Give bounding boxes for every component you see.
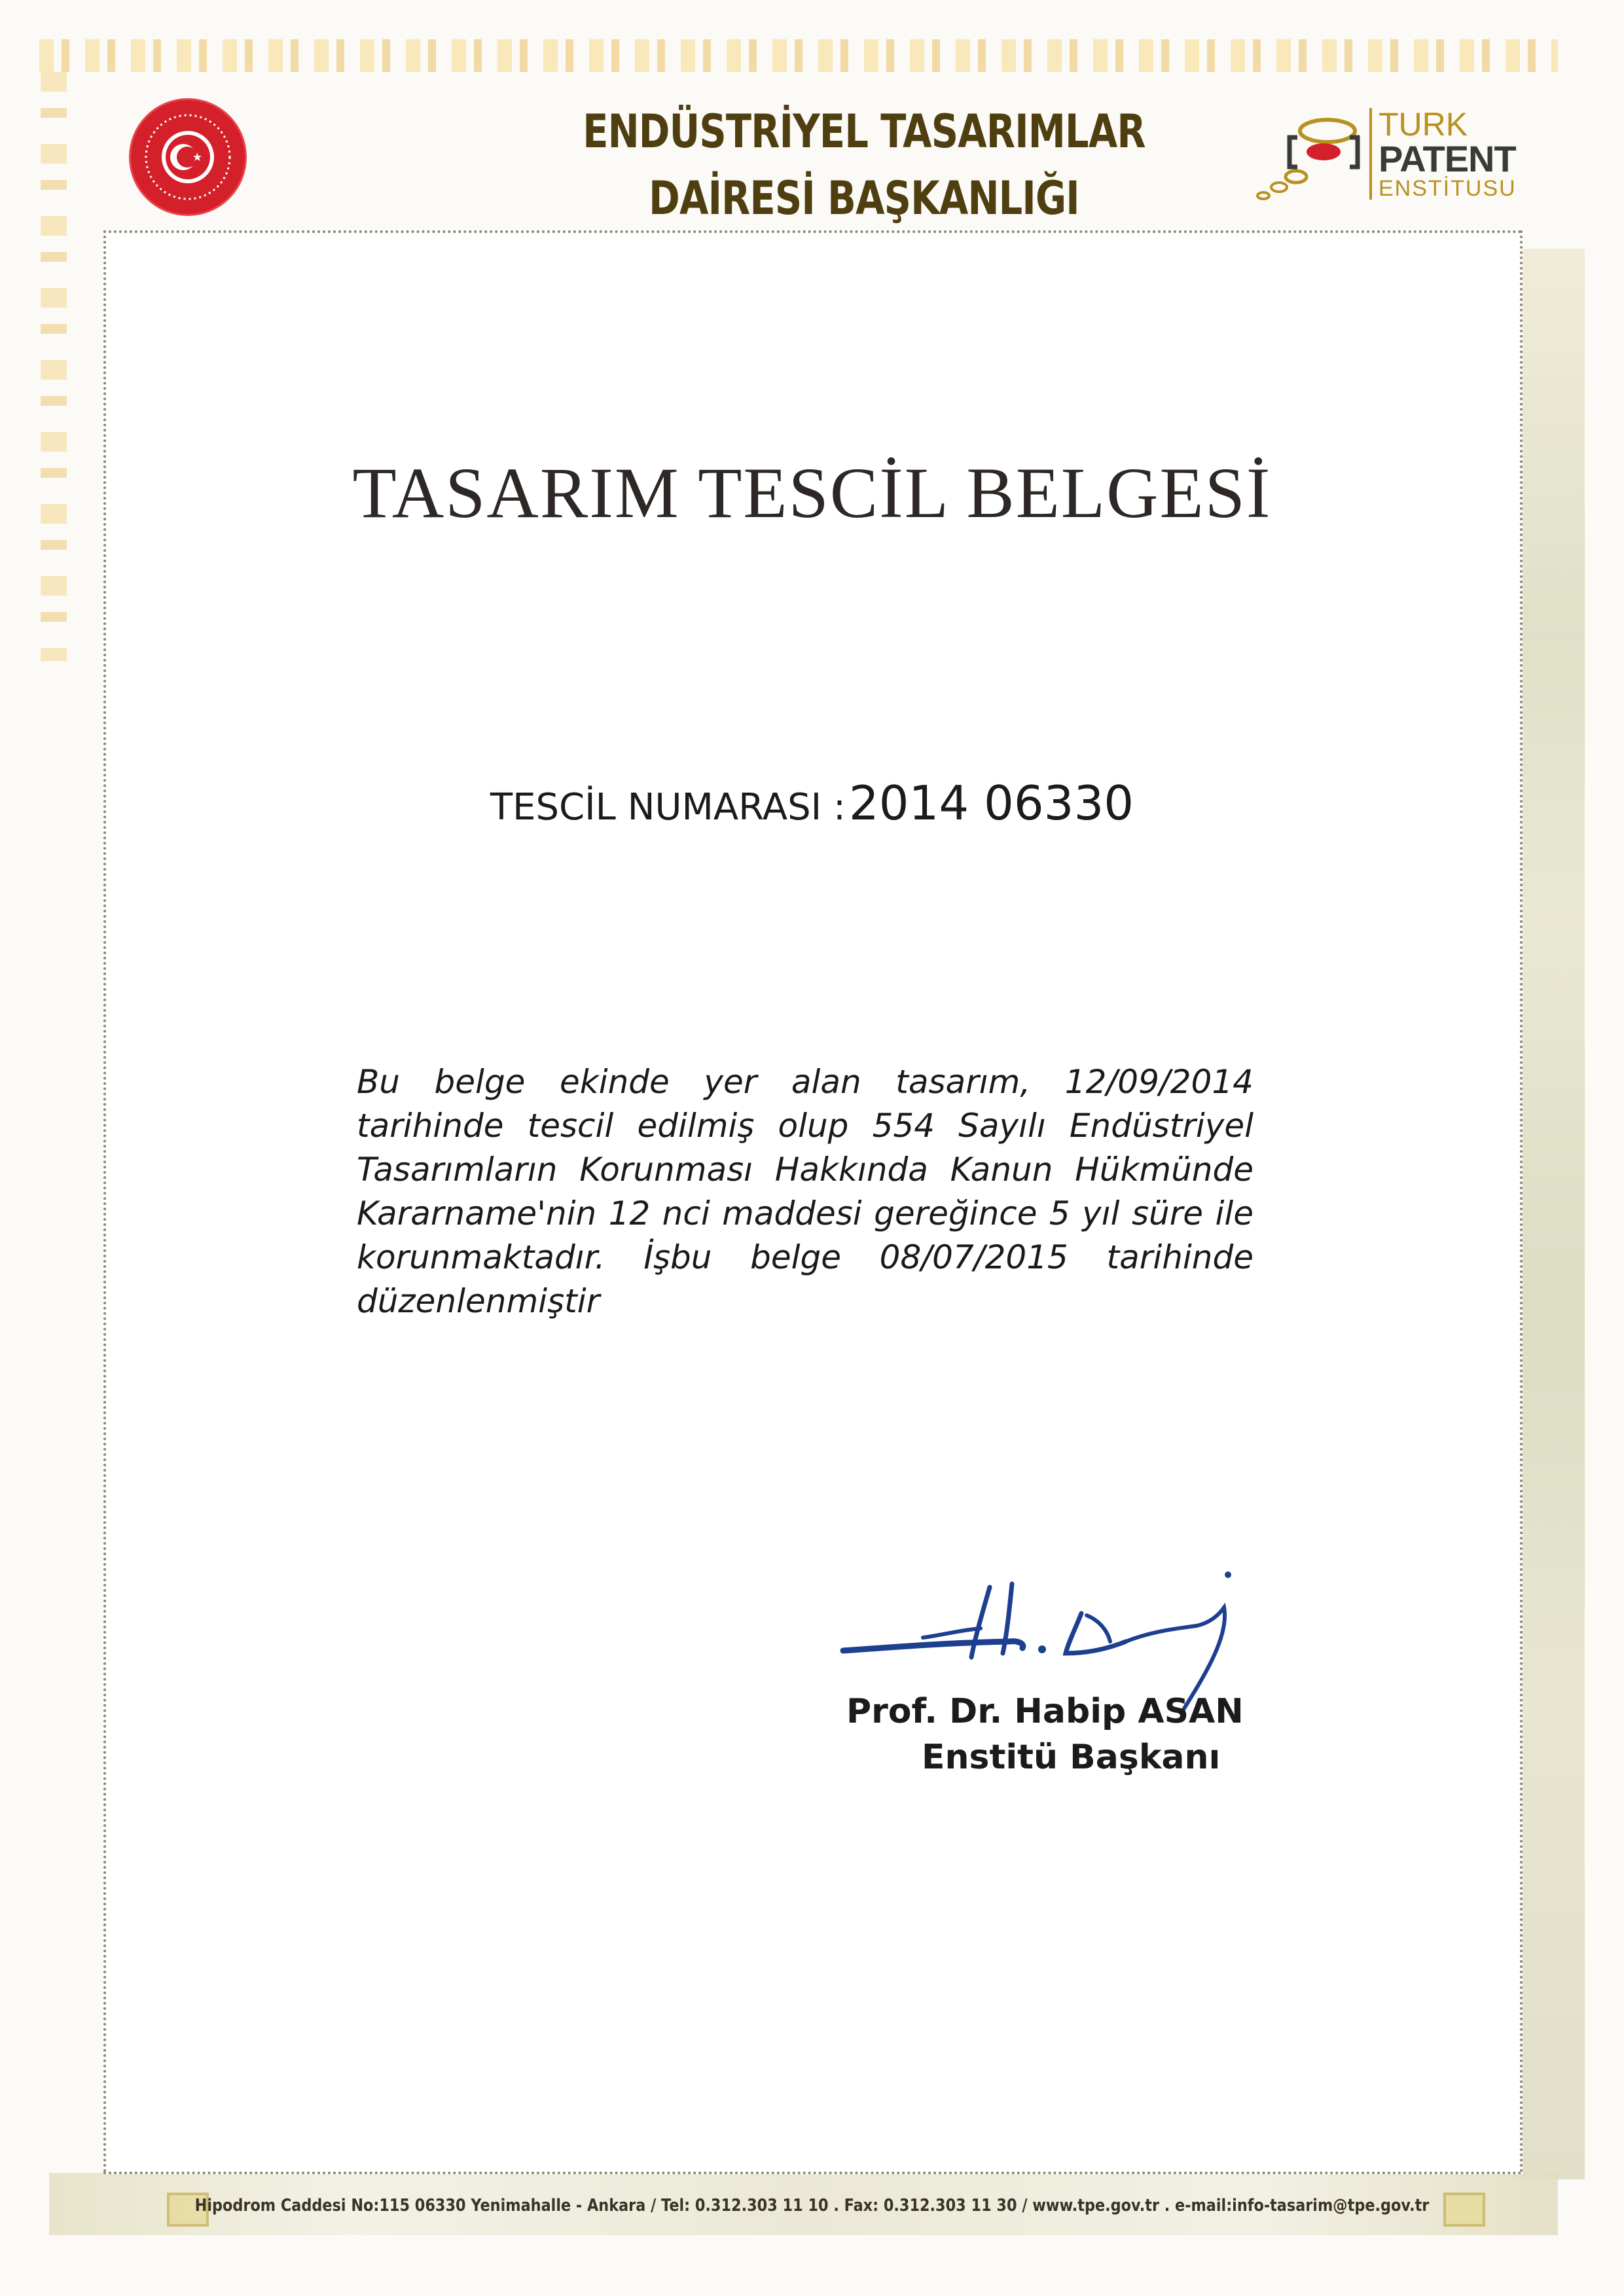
- certificate-body-text: Bu belge ekinde yer alan tasarım, 12/09/2014 tarihinde tescil edilmiş olup 554 Sayılı Endüstriyel Tasarımların Korunması Hakkında Kanun Hükmünde Kararname'nin 12 nci maddesi gereğince 5 yıl süre ile korunmaktadır. İşbu belge 08/07/2015 tarihinde düzenlenmiştir: [357, 1063, 1254, 1320]
- decorative-top-band: [39, 39, 1558, 72]
- signatory-title: Enstitü Başkanı: [922, 1738, 1221, 1777]
- header-title-line-1: ENDÜSTRİYEL TASARIMLAR: [583, 105, 1146, 158]
- logo-text-enstitusu: ENSTİTUSU: [1379, 176, 1517, 201]
- decorative-left-band: [41, 72, 67, 661]
- footer-address: Hipodrom Caddesi No:115 06330 Yenimahalle - Ankara / Tel: 0.312.303 11 10 . Fax: 0.312.303 11 30 / www.tpe.gov.tr . e-mail:info-tasarim@tpe.gov.tr: [194, 2196, 1430, 2215]
- registration-number-line: [0, 776, 1624, 831]
- registration-label: TESCİL NUMARASI :: [490, 786, 846, 829]
- logo-text-patent: PATENT: [1379, 138, 1516, 179]
- document-title: TASARIM TESCİL BELGESİ: [352, 453, 1272, 533]
- logo-text-turk: TURK: [1379, 106, 1468, 143]
- registration-number: 2014 06330: [848, 776, 1134, 831]
- decorative-right-band: [1513, 249, 1585, 2179]
- turk-patent-logo-icon: [1250, 105, 1362, 203]
- signature-icon: [838, 1558, 1270, 1715]
- header-title: [558, 98, 1170, 232]
- signatory-name: Prof. Dr. Habip ASAN: [846, 1692, 1244, 1731]
- official-seal: [131, 100, 245, 214]
- seal-emblem-icon: [131, 100, 245, 214]
- turk-patent-wordmark: [1369, 108, 1517, 200]
- footer-right-mark-icon: [1443, 2193, 1485, 2227]
- header-title-line-2: DAİRESİ BAŞKANLIĞI: [649, 171, 1079, 225]
